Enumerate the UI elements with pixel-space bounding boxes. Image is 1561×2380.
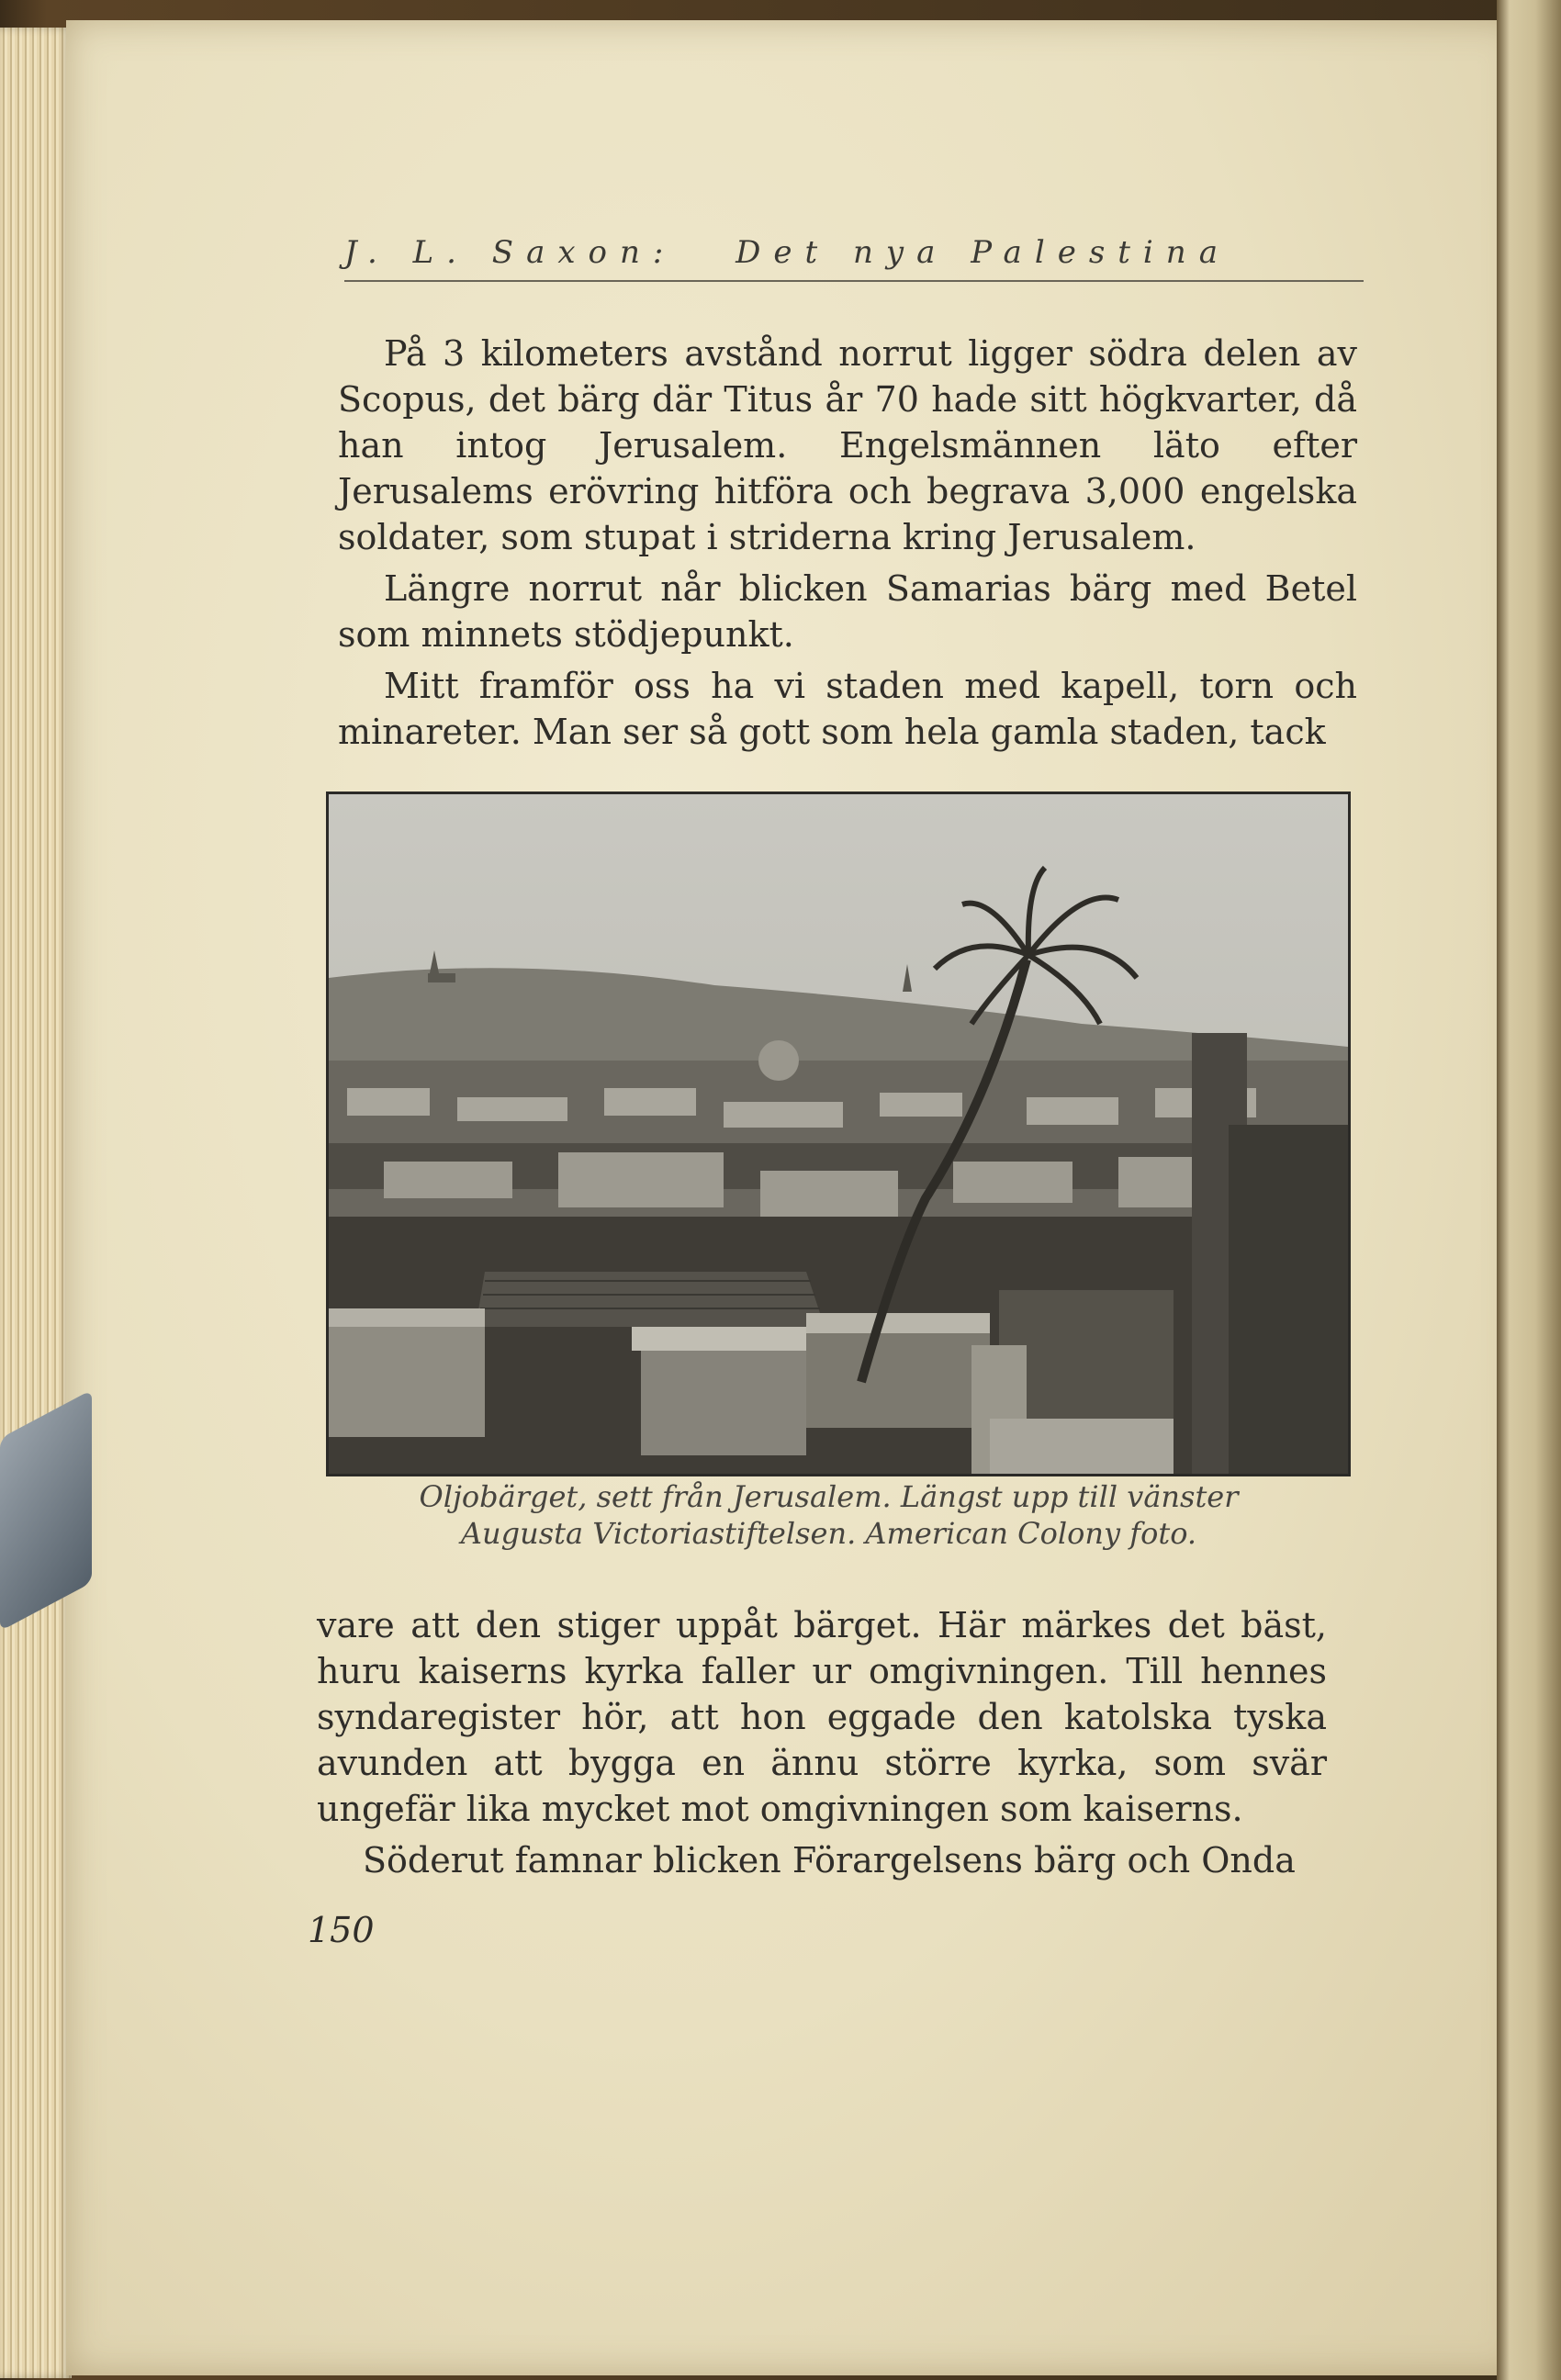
running-head	[344, 234, 1364, 282]
paragraph: Längre norrut når blicken Samarias bärg med Betel som minnets stödjepunkt.	[338, 568, 1357, 655]
paragraph: Söderut famnar blicken Förargelsens bärg och Onda	[363, 1840, 1296, 1880]
running-head-title: Det nya Palestina	[736, 234, 1230, 271]
body-text-top	[338, 331, 1357, 760]
figure-caption	[354, 1478, 1304, 1552]
photograph-jerusalem	[326, 791, 1351, 1476]
running-head-author: J. L. Saxon:	[344, 234, 677, 271]
page-number: 150	[308, 1910, 375, 1950]
paragraph: På 3 kilometers avstånd norrut ligger södra delen av Scopus, det bärg där Titus år 70 hade sitt högkvarter, då han intog Jerusalem. Engelsmännen läto efter Jerusalems erövring hitföra och begrava 3,000 engelska soldater, som stupat i striderna kring Jerusalem.	[338, 333, 1357, 557]
paragraph: Mitt framför oss ha vi staden med kapell, torn och minareter. Man ser så gott som hela gamla staden, tack	[338, 666, 1357, 752]
caption-line: Augusta Victoriastiftelsen. American Colony foto.	[460, 1516, 1197, 1551]
photo-illustration	[329, 794, 1348, 1474]
facing-page-edge	[1497, 0, 1561, 2380]
body-text-bottom	[317, 1602, 1327, 1889]
paragraph: vare att den stiger uppåt bärget. Här märkes det bäst, huru kaiserns kyrka faller ur omgivningen. Till hennes syndaregister hör, att hon eggade den katolska tyska avunden att bygga en ännu större kyrka, som svär ungefär lika mycket mot omgivningen som kaiserns.	[317, 1605, 1327, 1829]
caption-line: Oljobärget, sett från Jerusalem. Längst upp till vänster	[419, 1479, 1239, 1514]
page-edges	[0, 28, 72, 2378]
